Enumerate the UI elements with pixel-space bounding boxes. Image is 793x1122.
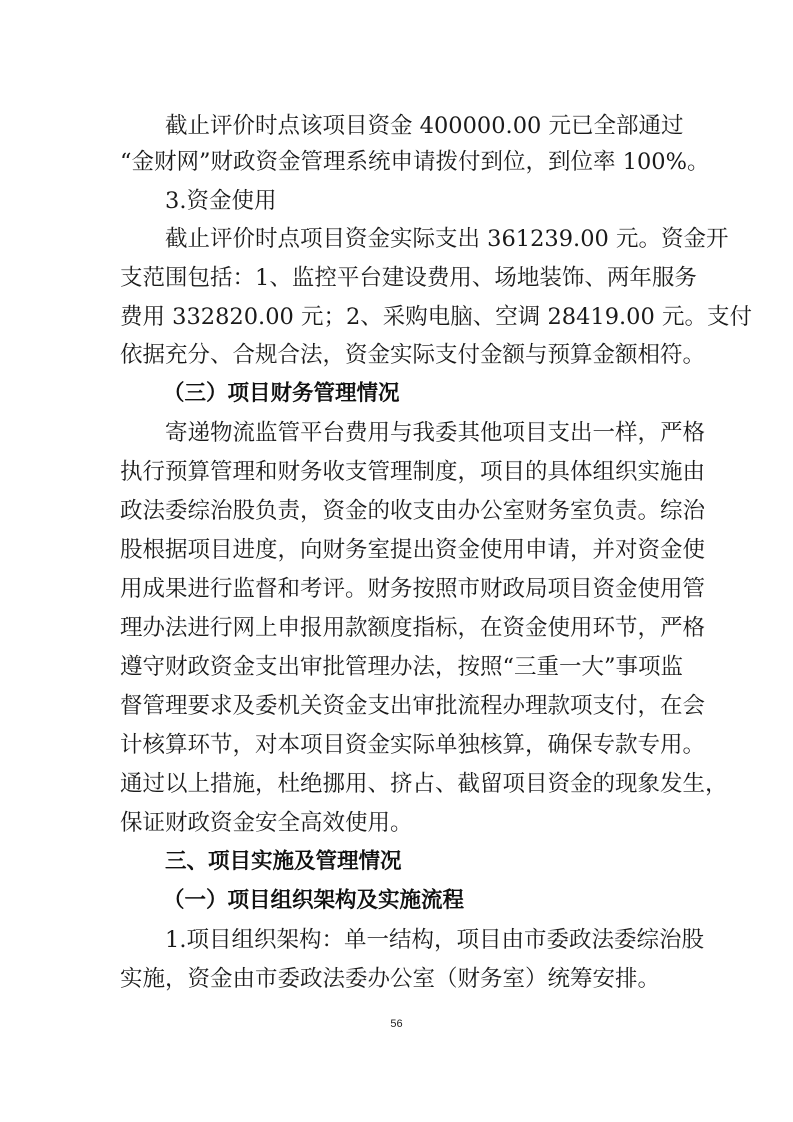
paragraph-line: 保证财政资金安全高效使用。 xyxy=(120,810,413,836)
paragraph-line: 计核算环节，对本项目资金实际单独核算，确保专款专用。 xyxy=(120,732,706,758)
section-subtitle: 3.资金使用 xyxy=(165,188,277,214)
page-number: 56 xyxy=(390,1018,403,1030)
paragraph-line: 截止评价时点该项目资金 400000.00 元已全部通过 xyxy=(165,113,684,139)
chapter-heading: 三、项目实施及管理情况 xyxy=(165,849,402,874)
paragraph-line: 股根据项目进度，向财务室提出资金使用申请，并对资金使 xyxy=(120,537,706,563)
paragraph-line: 依据充分、合规合法，资金实际支付金额与预算金额相符。 xyxy=(120,342,706,368)
paragraph-line: 遵守财政资金支出审批管理办法，按照“三重一大”事项监 xyxy=(120,654,684,680)
paragraph-line: 费用 332820.00 元；2、采购电脑、空调 28419.00 元。支付 xyxy=(120,304,752,330)
paragraph-line: 支范围包括：1、监控平台建设费用、场地装饰、两年服务 xyxy=(120,265,697,291)
paragraph-line: 理办法进行网上申报用款额度指标，在资金使用环节，严格 xyxy=(120,615,706,641)
paragraph-line: 政法委综治股负责，资金的收支由办公室财务室负责。综治 xyxy=(120,498,706,524)
paragraph-line: 实施，资金由市委政法委办公室（财务室）统筹安排。 xyxy=(120,966,661,992)
section-heading: （三）项目财务管理情况 xyxy=(163,381,400,406)
paragraph-line: 寄递物流监管平台费用与我委其他项目支出一样，严格 xyxy=(165,420,706,446)
paragraph-line: “金财网”财政资金管理系统申请拨付到位，到位率 100%。 xyxy=(120,149,710,175)
paragraph-line: 通过以上措施，杜绝挪用、挤占、截留项目资金的现象发生， xyxy=(120,771,728,797)
paragraph-line: 督管理要求及委机关资金支出审批流程办理款项支付，在会 xyxy=(120,693,706,719)
paragraph-line: 执行预算管理和财务收支管理制度，项目的具体组织实施由 xyxy=(120,459,706,485)
section-heading: （一）项目组织架构及实施流程 xyxy=(163,888,465,913)
paragraph-line: 1.项目组织架构：单一结构，项目由市委政法委综治股 xyxy=(165,927,704,953)
paragraph-line: 用成果进行监督和考评。财务按照市财政局项目资金使用管 xyxy=(120,576,706,602)
paragraph-line: 截止评价时点项目资金实际支出 361239.00 元。资金开 xyxy=(165,226,729,252)
